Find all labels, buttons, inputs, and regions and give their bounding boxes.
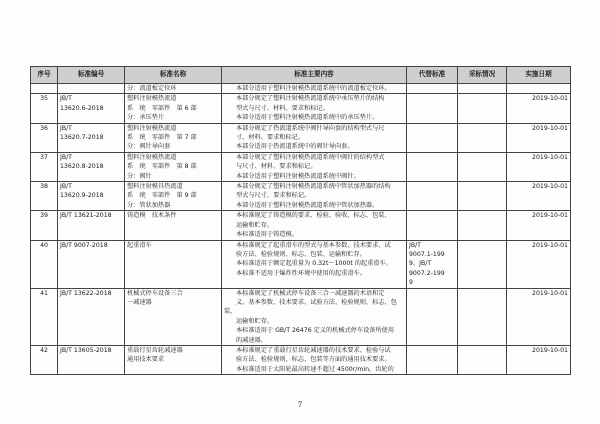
table-row [31, 94, 571, 123]
row-content-line: 验方法、检验规则、标志、包装等方面的通用技术要求。 [236, 356, 391, 364]
row-date-line: 2019-10-01 [532, 241, 568, 249]
row-name [125, 182, 222, 211]
row-name-line: 分：阀针导向套 [127, 143, 171, 151]
row-replaced-line: 9 [409, 279, 413, 287]
row-name-line: 塑料注射模热流道 [127, 153, 177, 161]
header-adopted: 采标情况 [458, 67, 507, 84]
row-content-line: 本标准规定了机械式停车设备三合一减速器的术语和定 [236, 289, 385, 297]
row-content-line: 本部分规定了塑料注射模热流道系统中阀针的结构型式 [236, 153, 385, 161]
row-code-line: JB/T [60, 183, 72, 191]
table-row [31, 182, 571, 211]
row-name [125, 152, 222, 181]
row-replaced [407, 240, 458, 288]
standards-table [30, 66, 571, 375]
row-name-line: 系 统 零部件 第 7 部 [127, 134, 197, 142]
row-no [31, 288, 58, 345]
row-name-line: 机械式停车设备三合 [127, 289, 183, 297]
row-content-line: 本标准不适用于爆炸性环境中使用的起重滑车。 [236, 269, 366, 277]
header-name: 标准名称 [125, 67, 222, 84]
row-no [31, 152, 58, 181]
row-code-line: 13620.6-2018 [60, 104, 104, 112]
row-code-line: JB/T 13621-2018 [60, 212, 112, 220]
row-replaced [407, 182, 458, 211]
row-date-line: 2019-10-01 [532, 95, 568, 103]
row-no [31, 123, 58, 152]
row-code [58, 94, 125, 123]
row-content [222, 345, 407, 374]
row-content-line: 验方法、检验规则、标志、包装、运输和贮存。 [236, 250, 366, 258]
table-row [31, 240, 571, 288]
row-adopted [458, 123, 507, 152]
row-no-line: 37 [40, 153, 48, 161]
row-name [125, 288, 222, 345]
table-row [31, 345, 571, 374]
row-name-line: 塑料注射模热流道 [127, 124, 177, 132]
row-content [222, 240, 407, 288]
row-date [507, 152, 571, 181]
continuation-content: 本部分适用于塑料注射模热流道系统中的流道板定位环。 [222, 84, 407, 94]
row-adopted [458, 152, 507, 181]
row-replaced-line: JB/T [409, 241, 421, 249]
row-content-line: 型式与尺寸、材料、要求和标记。 [236, 104, 329, 112]
row-content-line: 运输和贮存。 [236, 221, 274, 229]
row-date [507, 211, 571, 240]
row-content-line: 义、基本参数、技术要求、试验方法、检验规则、标志、包装、 [224, 298, 397, 316]
row-content-line: 本标准适用于额定起重量为 0.32t～1000t 的起重滑车。 [236, 260, 392, 268]
row-content-line: 本部分适用于热流道系统中的阀针导向套。 [236, 143, 354, 151]
row-date-line: 2019-10-01 [532, 124, 568, 132]
row-date-line: 2019-10-01 [532, 183, 568, 191]
row-date [507, 345, 571, 374]
row-replaced [407, 345, 458, 374]
row-content-line: 本部分规定了热流道系统中阀针导向套的结构型式与尺 [236, 124, 385, 132]
row-replaced-line: 9007.2-199 [409, 269, 445, 277]
row-name-line: 分：承压垫片 [127, 114, 165, 122]
row-content-line: 与尺寸、材料、要求和标记。 [236, 163, 317, 171]
row-name-line: 塑料注射模热流道 [127, 95, 177, 103]
row-content-line: 运输和贮存。 [236, 317, 274, 325]
row-code [58, 123, 125, 152]
row-no [31, 211, 58, 240]
row-name-line: 系 统 零部件 第 6 部 [127, 104, 197, 112]
row-content-line: 本部分规定了塑料注射模热流道系统中管状加热器的结构 [236, 183, 391, 191]
row-name-line: 重载行星齿轮减速器 [127, 346, 183, 354]
row-content-line: 本标准规定了铸造模的要求、检验、验收、标志、包装、 [236, 212, 391, 220]
table-row [31, 123, 571, 152]
row-content-line: 的减速器。 [236, 336, 267, 344]
row-content-line: 本部分规定了塑料注射模热流道系统中承压垫片的结构 [236, 95, 385, 103]
row-content [222, 123, 407, 152]
row-content-line: 本标准适用于铸造模。 [236, 231, 298, 239]
row-adopted [458, 240, 507, 288]
row-content-line: 本标准适用于太阳轮最高转速不超过 4500r/min，齿轮的 [236, 365, 394, 373]
row-name-line: 系 统 零部件 第 8 部 [127, 163, 197, 171]
row-name-line: 系 统 零部件 第 9 部 [127, 192, 197, 200]
row-content-line: 本标准规定了重载行星齿轮减速器的技术要求、检验与试 [236, 346, 391, 354]
row-no-line: 40 [40, 241, 48, 249]
row-content [222, 94, 407, 123]
row-name [125, 345, 222, 374]
table-row [31, 152, 571, 181]
row-name [125, 123, 222, 152]
page-number: 7 [297, 401, 303, 409]
row-name [125, 211, 222, 240]
row-replaced-line: 9、JB/T [409, 260, 432, 268]
row-code-line: 13620.9-2018 [60, 192, 104, 200]
row-content [222, 288, 407, 345]
row-code-line: JB/T 13622-2018 [60, 289, 112, 297]
header-content: 标准主要内容 [222, 67, 407, 84]
row-code [58, 182, 125, 211]
row-name-line: 铸造模 技术条件 [127, 212, 177, 220]
header-code: 标准编号 [58, 67, 125, 84]
row-date [507, 240, 571, 288]
row-no [31, 182, 58, 211]
row-code-line: JB/T 9007-2018 [60, 241, 108, 249]
row-code [58, 152, 125, 181]
row-no-line: 42 [40, 346, 48, 354]
row-adopted [458, 94, 507, 123]
row-replaced [407, 288, 458, 345]
row-date-line: 2019-10-01 [532, 346, 568, 354]
row-content [222, 152, 407, 181]
row-adopted [458, 345, 507, 374]
row-no-line: 35 [40, 95, 48, 103]
row-replaced [407, 211, 458, 240]
row-content-line: 寸、材料、要求和标记。 [236, 134, 305, 142]
row-content-line: 型式与尺寸、要求和标记。 [236, 192, 311, 200]
row-name-line: 分：管状加热器 [127, 201, 171, 209]
row-name-line: 一减速器 [127, 298, 152, 306]
table-row [31, 211, 571, 240]
row-name [125, 94, 222, 123]
row-date [507, 182, 571, 211]
row-date-line: 2019-10-01 [532, 289, 568, 297]
row-content-line: 本部分适用于塑料注射模热流道系统中的承压垫片。 [236, 114, 379, 122]
row-content-line: 本标准适用于 GB/T 26476 定义的机械式停车设备所使用 [236, 327, 395, 335]
row-no-line: 38 [40, 183, 48, 191]
row-adopted [458, 211, 507, 240]
row-no [31, 94, 58, 123]
row-no-line: 39 [40, 212, 48, 220]
row-name-line: 起重滑车 [127, 241, 152, 249]
row-name-line: 通用技术要求 [127, 356, 165, 364]
row-code [58, 288, 125, 345]
row-adopted [458, 182, 507, 211]
row-replaced [407, 123, 458, 152]
row-no-line: 41 [40, 289, 48, 297]
row-name-line: 塑料注射模具热流道 [127, 183, 183, 191]
row-replaced [407, 152, 458, 181]
row-code-line: JB/T [60, 95, 72, 103]
row-date [507, 123, 571, 152]
row-content [222, 182, 407, 211]
row-date-line: 2019-10-01 [532, 212, 568, 220]
table-row [31, 288, 571, 345]
row-code [58, 211, 125, 240]
row-replaced-line: 9007.1-199 [409, 250, 445, 258]
row-no [31, 240, 58, 288]
row-replaced [407, 94, 458, 123]
row-name-line: 分：阀针 [127, 172, 152, 180]
row-adopted [458, 288, 507, 345]
continuation-name: 分：流道板定位环 [125, 84, 222, 94]
row-no [31, 345, 58, 374]
continuation-row [31, 84, 571, 94]
row-date [507, 288, 571, 345]
row-code [58, 345, 125, 374]
row-no-line: 36 [40, 124, 48, 132]
row-code-line: JB/T 13605-2018 [60, 346, 112, 354]
row-content [222, 211, 407, 240]
row-code-line: JB/T [60, 124, 72, 132]
row-code-line: 13620.8-2018 [60, 163, 104, 171]
row-content-line: 本标准规定了起重滑车的型式与基本参数、技术要求、试 [236, 241, 391, 249]
header-date: 实施日期 [507, 67, 571, 84]
row-code [58, 240, 125, 288]
row-date-line: 2019-10-01 [532, 153, 568, 161]
row-content-line: 本部分适用于塑料注射模热流道系统中管状加热器。 [236, 201, 379, 209]
row-date [507, 94, 571, 123]
row-name [125, 240, 222, 288]
header-no: 序号 [31, 67, 58, 84]
header-replaced: 代替标准 [407, 67, 458, 84]
row-content-line: 本部分适用于塑料注射模热流道系统中阀针。 [236, 172, 360, 180]
header-row [31, 67, 571, 84]
row-code-line: 13620.7-2018 [60, 134, 104, 142]
row-code-line: JB/T [60, 153, 72, 161]
